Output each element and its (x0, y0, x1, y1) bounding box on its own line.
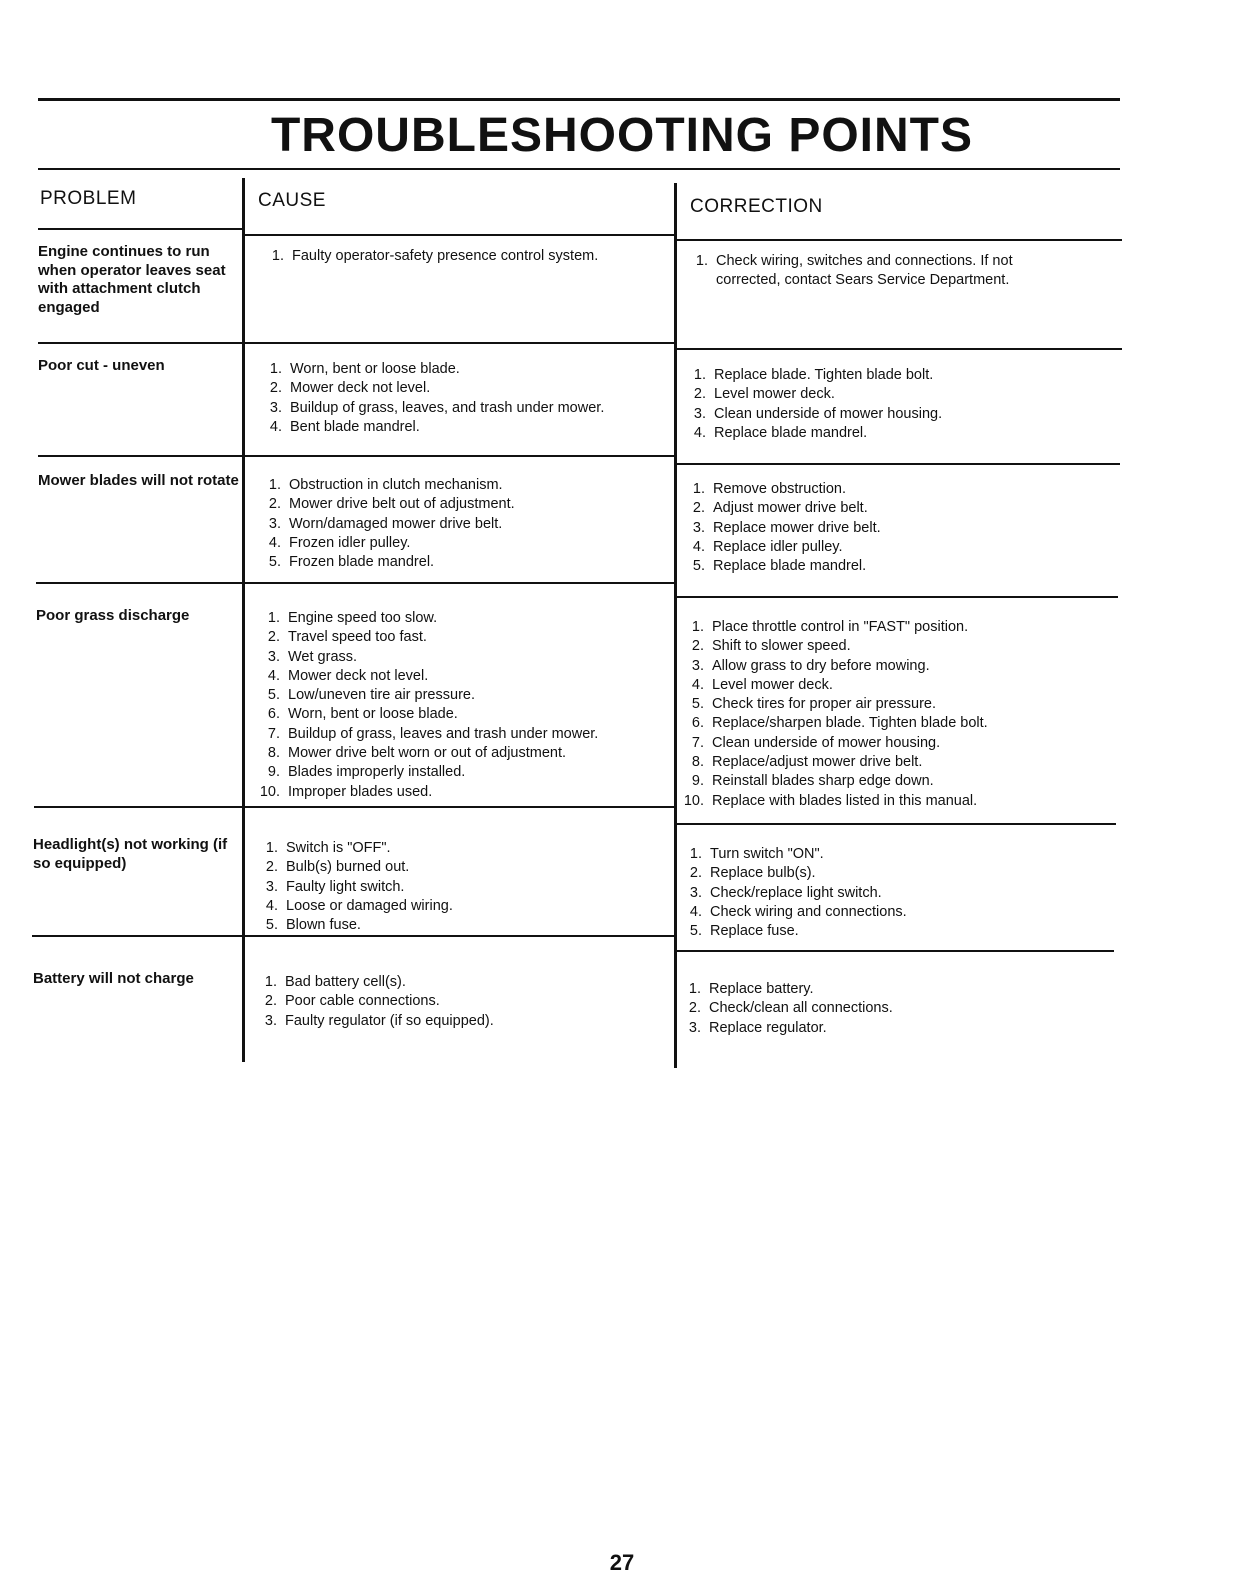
list-item: 1. Faulty operator-safety presence control system. (271, 248, 599, 264)
list-item: 3. Replace regulator. (688, 1019, 827, 1036)
list-item: 2. Mower drive belt out of adjustment. (268, 496, 515, 513)
correction-list (683, 480, 1083, 576)
list-item: 4. Replace blade mandrel. (693, 424, 868, 441)
list-item: 5. Check tires for proper air pressure. (691, 696, 937, 713)
list-item: 2. Poor cable connections. (264, 993, 440, 1010)
header-cause: CAUSE (258, 190, 326, 211)
top-rule (38, 98, 1120, 101)
list-item: 3. Wet grass. (267, 648, 358, 665)
list-item: 3. Faulty regulator (if so equipped). (264, 1012, 494, 1029)
list-item: 6. Replace/sharpen blade. Tighten blade bolt. (691, 715, 988, 732)
correction-list (679, 980, 1079, 1038)
list-item: 2. Adjust mower drive belt. (692, 500, 868, 517)
list-item: 2. Replace bulb(s). (689, 865, 816, 882)
list-item: 1. Replace blade. Tighten blade bolt. (693, 367, 934, 383)
row-rule (676, 596, 1118, 598)
title-rule (38, 168, 1120, 170)
list-item: 1. Remove obstruction. (692, 481, 846, 497)
list-item: 5. Replace fuse. (689, 923, 799, 940)
cause-list (256, 839, 656, 935)
list-item: 3. Check/replace light switch. (689, 884, 882, 901)
list-item: 8. Replace/adjust mower drive belt. (691, 754, 923, 771)
list-item: 1. Obstruction in clutch mechanism. (268, 477, 503, 493)
row-rule (676, 950, 1114, 952)
row-rule (676, 239, 1122, 241)
cause-list (258, 609, 668, 802)
list-item: 4. Check wiring and connections. (689, 903, 907, 920)
row-rule (38, 342, 674, 344)
list-item: 2. Check/clean all connections. (688, 1000, 893, 1017)
cause-list (259, 476, 659, 572)
list-item: 1. Bad battery cell(s). (264, 974, 406, 990)
header-problem: PROBLEM (40, 188, 137, 209)
problem-text: Poor cut - uneven (38, 357, 165, 374)
row-rule (38, 228, 244, 230)
list-item: 3. Clean underside of mower housing. (693, 405, 943, 422)
list-item: 5. Frozen blade mandrel. (268, 554, 435, 571)
list-item: 4. Loose or damaged wiring. (265, 897, 453, 914)
cause-list (260, 360, 660, 437)
page-number: 27 (609, 1550, 635, 1575)
problem-text: Headlight(s) not working (if so equipped) (33, 836, 228, 872)
list-item: 3. Worn/damaged mower drive belt. (268, 515, 503, 532)
list-item: 4. Frozen idler pulley. (268, 534, 411, 551)
correction-list (686, 252, 1066, 291)
row-rule (38, 455, 674, 457)
list-item: 10. Replace with blades listed in this manual. (683, 792, 978, 809)
correction-list (680, 845, 1080, 941)
list-item: 4. Mower deck not level. (267, 667, 429, 684)
cause-list (262, 247, 662, 266)
list-item: 7. Clean underside of mower housing. (691, 734, 941, 751)
list-item: 1. Turn switch "ON". (689, 846, 824, 862)
list-item: 1. Replace battery. (688, 981, 814, 997)
list-item: 2. Shift to slower speed. (691, 638, 851, 655)
problem-text: Battery will not charge (33, 970, 194, 987)
list-item: 9. Blades improperly installed. (267, 764, 466, 781)
list-item: 8. Mower drive belt worn or out of adjustment. (267, 745, 567, 762)
list-item: 1. Worn, bent or loose blade. (269, 361, 460, 377)
row-rule (676, 463, 1120, 465)
list-item: 6. Worn, bent or loose blade. (267, 706, 458, 723)
correction-list (684, 366, 1084, 443)
list-item: 4. Level mower deck. (691, 676, 833, 693)
list-item: 3. Replace mower drive belt. (692, 519, 881, 536)
problem-text: Poor grass discharge (36, 607, 190, 624)
list-item: 1. Place throttle control in "FAST" position. (691, 619, 969, 635)
problem-text: Engine continues to run when operator leaves seat with attachment clutch engaged (38, 243, 226, 316)
list-item: 2. Level mower deck. (693, 386, 835, 403)
list-item: 3. Faulty light switch. (265, 878, 405, 895)
list-item: 5. Low/uneven tire air pressure. (267, 687, 475, 704)
correction-list (682, 618, 1102, 811)
list-item: 1. Switch is "OFF". (265, 840, 391, 856)
row-rule (36, 582, 674, 584)
list-item: 4. Replace idler pulley. (692, 538, 843, 555)
list-item: 9. Reinstall blades sharp edge down. (691, 773, 934, 790)
row-rule (34, 806, 674, 808)
list-item: 10. Improper blades used. (259, 783, 433, 800)
column-divider-correction (674, 183, 677, 1068)
page-title: TROUBLESHOOTING POINTS (270, 109, 973, 162)
list-item: 3. Allow grass to dry before mowing. (691, 657, 930, 674)
list-item: 2. Mower deck not level. (269, 380, 431, 397)
row-rule (676, 823, 1116, 825)
list-item: 2. Bulb(s) burned out. (265, 859, 410, 876)
list-item: 2. Travel speed too fast. (267, 629, 427, 646)
list-item: 3. Buildup of grass, leaves, and trash under mower. (269, 399, 605, 416)
cause-list (255, 973, 655, 1031)
list-item: 7. Buildup of grass, leaves and trash under mower. (267, 725, 599, 742)
list-item: 1. Engine speed too slow. (267, 610, 438, 626)
list-item: 5. Blown fuse. (265, 917, 361, 934)
problem-text: Mower blades will not rotate (38, 472, 239, 489)
list-item: 4. Bent blade mandrel. (269, 418, 420, 435)
row-rule (244, 234, 674, 236)
list-item: 5. Replace blade mandrel. (692, 558, 867, 575)
row-rule (676, 348, 1122, 350)
header-correction: CORRECTION (690, 196, 823, 217)
list-item: 1. Check wiring, switches and connections. If not corrected, contact Sears Service Department. (695, 253, 1013, 289)
